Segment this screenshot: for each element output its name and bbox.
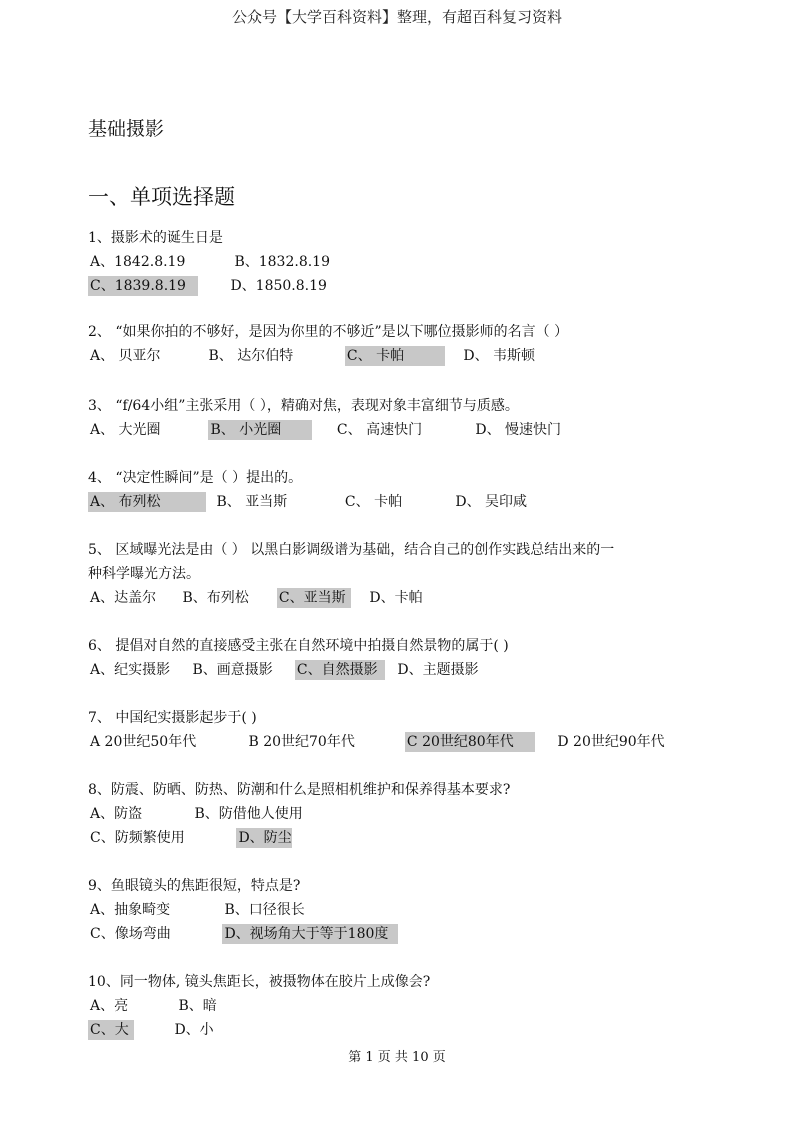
- question-10: [88, 970, 748, 1042]
- option-a: A、 大光圈: [90, 422, 161, 438]
- option-c: C、 卡帕: [344, 494, 403, 510]
- option-c-answer: C、亚当斯: [277, 588, 351, 608]
- option-a: A、抽象畸变: [90, 902, 171, 918]
- option-d: D、小: [174, 1022, 214, 1038]
- option-c-answer: C 20世纪80年代: [405, 732, 535, 752]
- question-7: [88, 706, 748, 754]
- page-number: 第 1 页 共 10 页: [348, 1050, 446, 1065]
- option-d: D 20世纪90年代: [557, 734, 665, 750]
- option-c: C、防频繁使用: [90, 830, 185, 846]
- question-9: [88, 874, 748, 946]
- question-stem: 1、摄影术的诞生日是: [88, 230, 223, 246]
- option-c-answer: C、自然摄影: [295, 660, 385, 680]
- question-2: [88, 320, 748, 368]
- option-b: B、画意摄影: [192, 662, 273, 678]
- option-c-answer: C、大: [88, 1020, 134, 1040]
- option-a-answer: A、 布列松: [88, 492, 206, 512]
- option-a: A、亮: [90, 998, 129, 1014]
- question-stem: 4、 “决定性瞬间”是（ ）提出的。: [88, 470, 303, 486]
- page-header: 公众号【大学百科资料】整理，有超百科复习资料: [231, 8, 562, 26]
- option-d: D、卡帕: [369, 590, 423, 606]
- option-b: B 20世纪70年代: [248, 734, 355, 750]
- option-b: B、防借他人使用: [194, 806, 303, 822]
- option-d: D、 吴印咸: [455, 494, 528, 510]
- question-stem: 8、防震、防晒、防热、防潮和什么是照相机维护和保养得基本要求?: [88, 782, 511, 798]
- document-title: 基础摄影: [88, 118, 165, 140]
- option-b: B、1832.8.19: [234, 254, 330, 270]
- option-b: B、布列松: [182, 590, 249, 606]
- option-d-answer: D、防尘: [238, 830, 292, 846]
- question-stem-continued: 种科学曝光方法。: [88, 566, 200, 582]
- option-d-answer: D、视场角大于等于180度: [222, 924, 398, 944]
- question-8: [88, 778, 748, 850]
- question-stem: 2、 “如果你拍的不够好，是因为你里的不够近”是以下哪位摄影师的名言（ ）: [88, 324, 569, 340]
- question-stem: 6、 提倡对自然的直接感受主张在自然环境中拍摄自然景物的属于( ): [88, 638, 509, 654]
- option-a: A 20世纪50年代: [90, 734, 197, 750]
- option-c: C、像场弯曲: [90, 926, 171, 942]
- option-b: B、 亚当斯: [216, 494, 288, 510]
- option-a: A、 贝亚尔: [90, 348, 161, 364]
- question-stem: 5、 区域曝光法是由（ ） 以黑白影调级谱为基础，结合自己的创作实践总结出来的一: [88, 542, 615, 558]
- question-stem: 10、同一物体, 镜头焦距长，被摄物体在胶片上成像会?: [88, 974, 431, 990]
- question-stem: 3、 “f/64小组”主张采用（ ），精确对焦，表现对象丰富细节与质感。: [88, 398, 519, 414]
- question-stem: 9、鱼眼镜头的焦距很短，特点是?: [88, 878, 301, 894]
- option-c-answer: C、1839.8.19: [88, 276, 198, 296]
- question-3: [88, 394, 748, 442]
- option-a: A、纪实摄影: [90, 662, 171, 678]
- option-a: A、达盖尔: [90, 590, 157, 606]
- question-1: [88, 226, 748, 298]
- option-b: B、口径很长: [224, 902, 305, 918]
- option-b-answer: B、 小光圈: [208, 420, 312, 440]
- option-b: B、暗: [178, 998, 217, 1014]
- question-4: [88, 466, 748, 514]
- option-d: D、 韦斯顿: [463, 348, 536, 364]
- option-d: D、主题摄影: [397, 662, 479, 678]
- option-d: D、1850.8.19: [230, 278, 327, 294]
- option-b: B、 达尔伯特: [208, 348, 294, 364]
- question-stem: 7、 中国纪实摄影起步于( ): [88, 710, 257, 726]
- option-a: A、防盗: [90, 806, 143, 822]
- section-title: 一、单项选择题: [88, 185, 235, 209]
- option-c: C、 高速快门: [336, 422, 423, 438]
- option-d: D、 慢速快门: [475, 422, 562, 438]
- option-a: A、1842.8.19: [90, 254, 186, 270]
- question-6: [88, 634, 748, 682]
- question-5: [88, 538, 748, 610]
- option-c-answer: C、 卡帕: [345, 346, 445, 366]
